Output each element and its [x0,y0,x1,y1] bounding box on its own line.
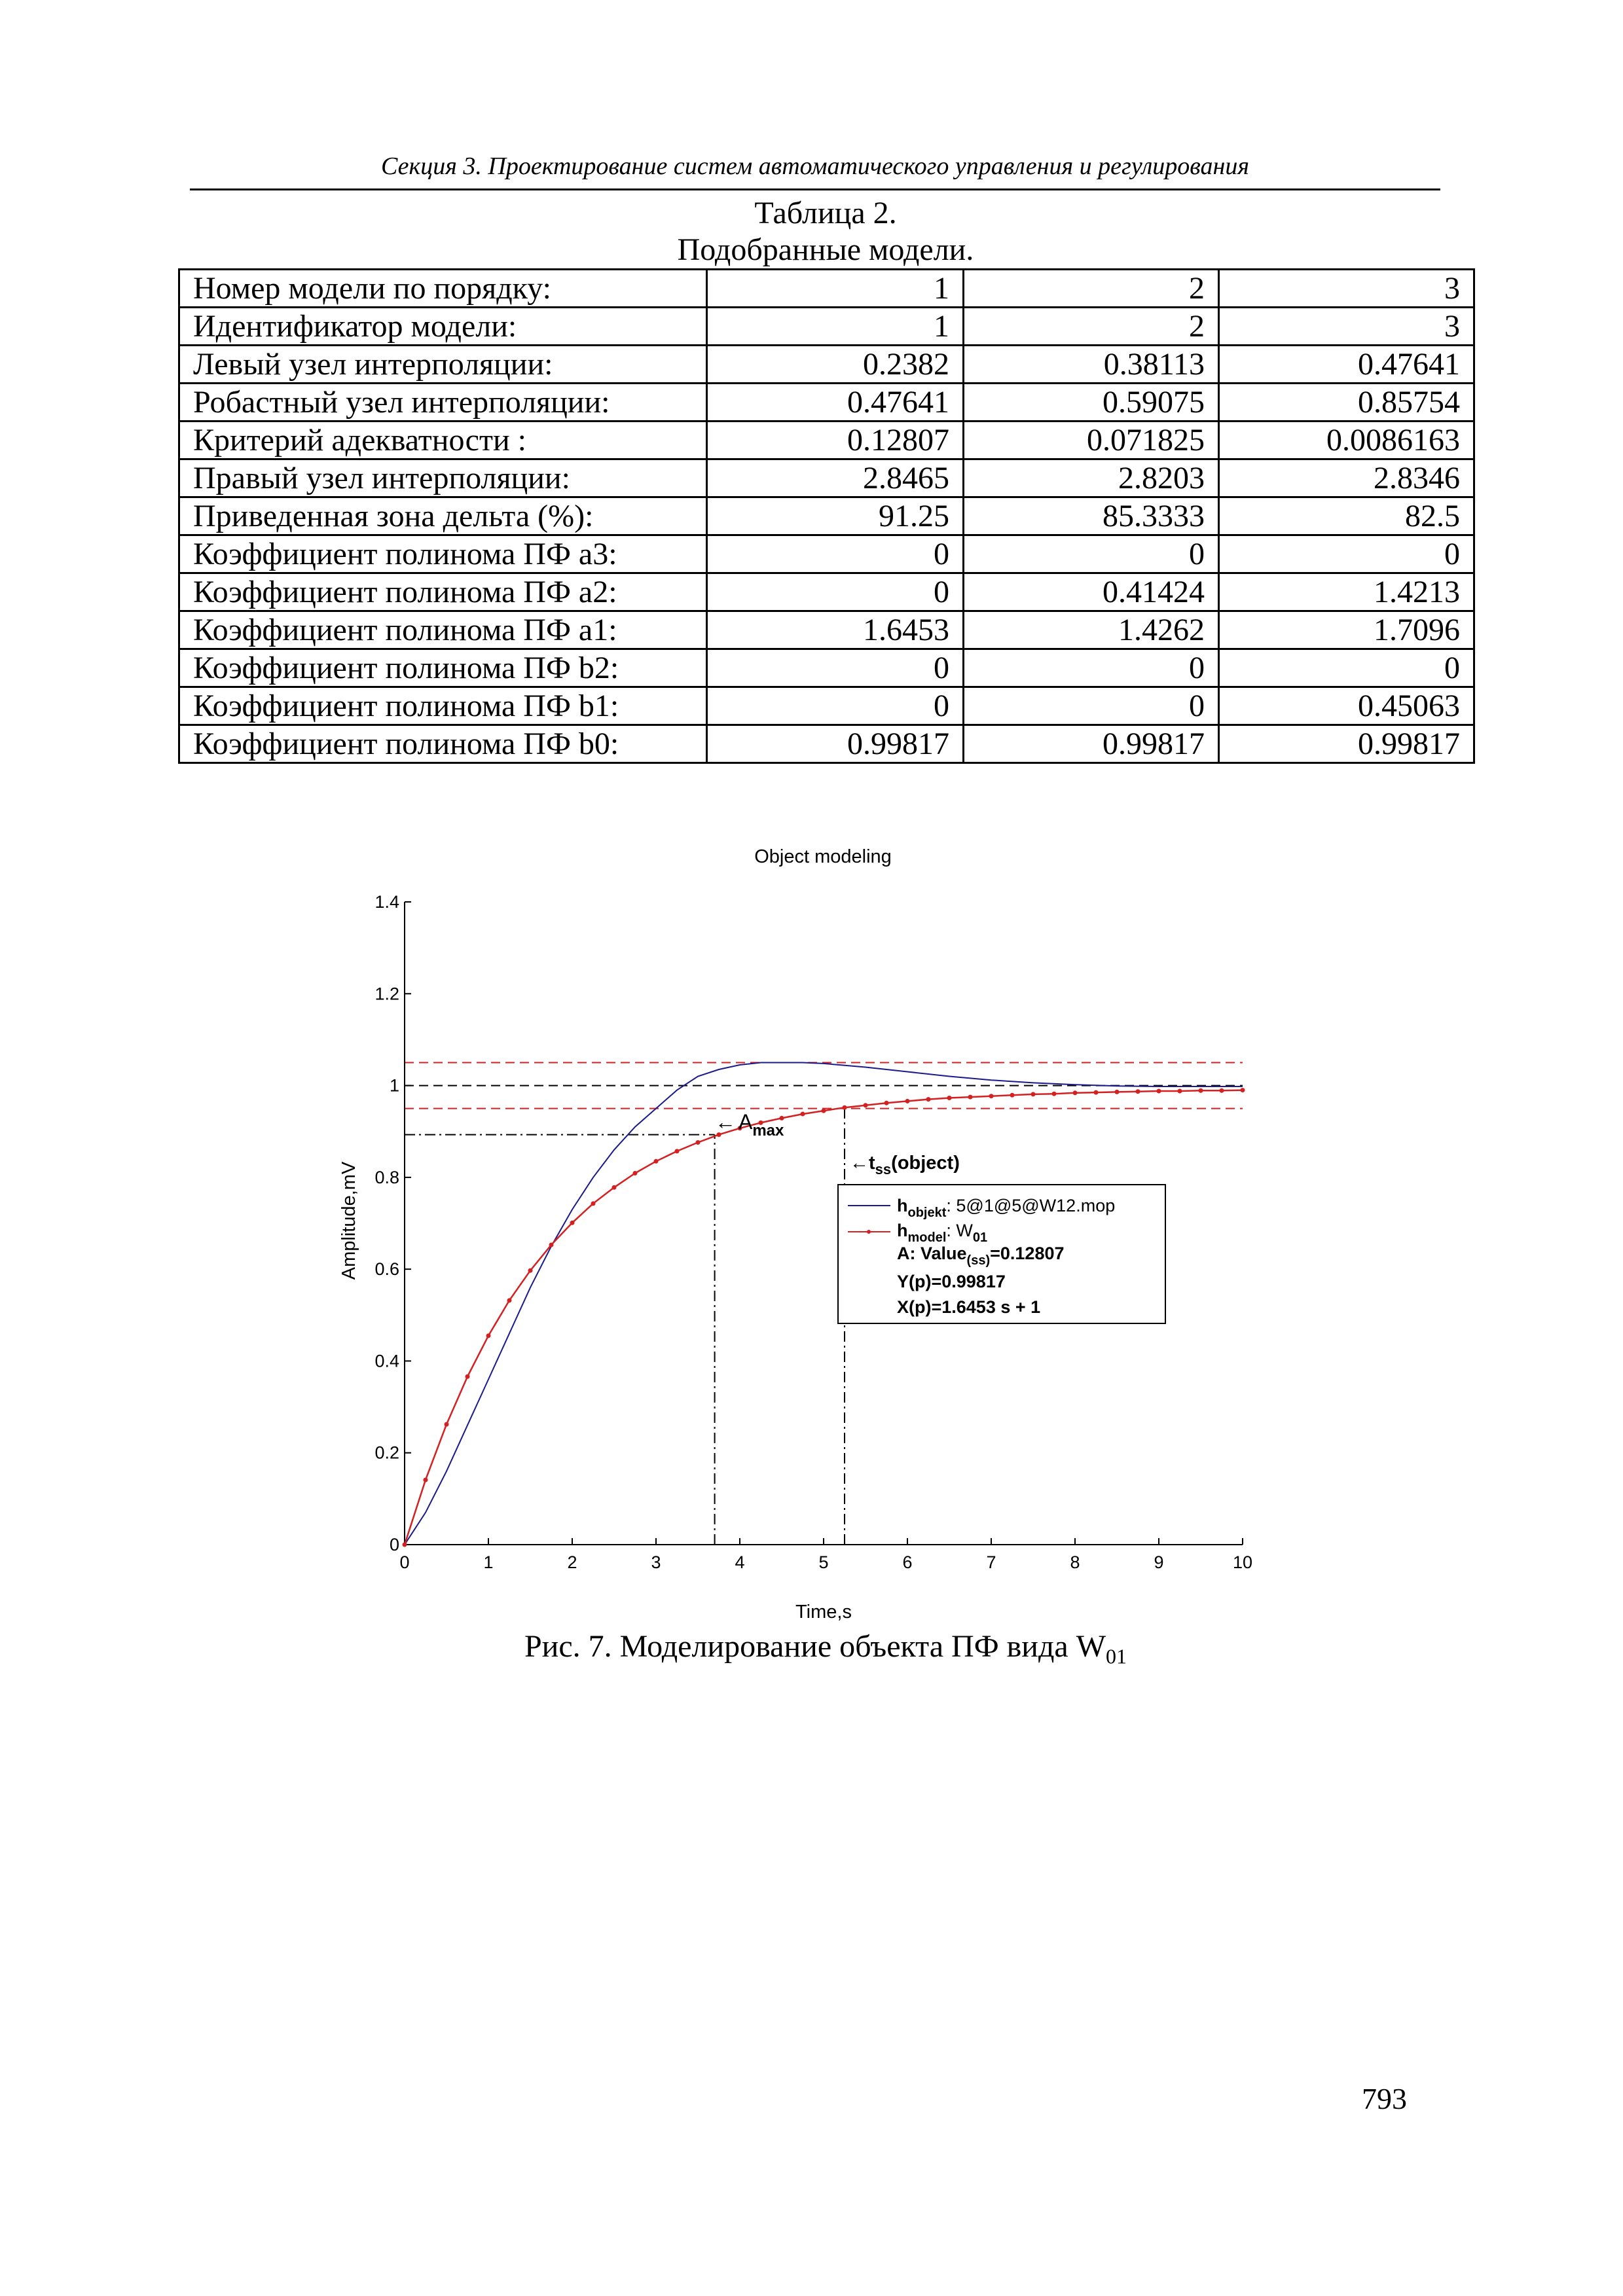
model-data-point [968,1095,973,1100]
model-data-point [1199,1088,1203,1093]
model-data-point [780,1116,784,1121]
cell-model-2: 2.8203 [964,459,1219,497]
model-data-point [1157,1088,1161,1093]
model-data-point [528,1268,533,1273]
model-data-point [1010,1093,1015,1098]
model-data-point [696,1140,701,1145]
y-tick-label: 0.8 [374,1167,399,1187]
legend-model-marker [867,1230,871,1234]
row-label: Робастный узел интерполяции: [179,384,707,422]
x-axis-label: Time,s [795,1602,852,1623]
model-data-point [1052,1092,1057,1096]
table-caption-title: Подобранные модели. [677,232,974,267]
table-row [179,308,1474,346]
model-data-point [424,1478,428,1482]
model-data-point [633,1171,638,1175]
cell-model-2: 1.4262 [964,611,1219,649]
cell-model-2: 0.41424 [964,573,1219,611]
cell-model-2: 0.071825 [964,422,1219,459]
cell-model-1: 0.12807 [707,422,964,459]
tss-annotation: $\leftarrow t_{ss}(object)$ [850,1153,960,1177]
y-axis-label: Amplitude,mV [338,1161,359,1280]
x-tick-label: 7 [986,1552,996,1572]
model-data-point [864,1103,868,1107]
row-label: Коэффициент полинома ПФ a1: [179,611,707,649]
cell-model-3: 1.7096 [1219,611,1474,649]
x-tick-label: 3 [651,1552,661,1572]
model-data-point [947,1096,952,1100]
table-row [179,270,1474,308]
cell-model-2: 0.38113 [964,346,1219,384]
row-label: Правый узел интерполяции: [179,459,707,497]
cell-model-1: 0 [707,687,964,725]
cell-model-1: 91.25 [707,497,964,535]
row-label: Левый узел интерполяции: [179,346,707,384]
model-data-point [507,1298,512,1302]
model-data-point [591,1201,596,1206]
cell-model-2: 2 [964,308,1219,346]
cell-model-1: 1.6453 [707,611,964,649]
cell-model-2: 0 [964,535,1219,573]
x-tick-label: 4 [735,1552,745,1572]
row-label: Коэффициент полинома ПФ a3: [179,535,707,573]
cell-model-1: 0.2382 [707,346,964,384]
y-tick-label: 0 [389,1535,399,1554]
model-data-point [1241,1088,1245,1092]
model-data-point [884,1101,889,1105]
model-data-point [486,1333,491,1338]
chart-title: Object modeling [754,846,892,867]
chart-legend [838,1185,1165,1323]
table-row [179,384,1474,422]
y-tick-label: 1 [389,1075,399,1096]
model-data-point [1073,1090,1078,1095]
row-label: Коэффициент полинома ПФ a2: [179,573,707,611]
legend-yp-line: Y(p)=0.99817 [897,1272,1006,1291]
model-data-point [801,1112,805,1117]
cell-model-3: 0.0086163 [1219,422,1474,459]
cell-model-1: 1 [707,270,964,308]
model-data-point [926,1097,931,1102]
cell-model-3: 1.4213 [1219,573,1474,611]
model-data-point [989,1094,994,1098]
model-data-point [1094,1090,1099,1095]
cell-model-3: 0.45063 [1219,687,1474,725]
cell-model-3: 82.5 [1219,497,1474,535]
model-data-point [822,1109,826,1113]
x-tick-label: 2 [567,1552,577,1572]
model-data-point [1115,1090,1120,1094]
x-tick-label: 0 [399,1552,410,1572]
model-data-point [570,1221,575,1225]
y-tick-label: 1.2 [374,984,399,1004]
model-data-point [1136,1089,1140,1094]
table-caption-number: Таблица 2. [754,196,897,230]
cell-model-3: 0.85754 [1219,384,1474,422]
model-data-point [1220,1088,1224,1093]
cell-model-3: 2.8346 [1219,459,1474,497]
models-table [178,268,1475,764]
cell-model-2: 0 [964,687,1219,725]
cell-model-1: 0.47641 [707,384,964,422]
model-data-point [654,1159,659,1164]
model-data-point [465,1374,470,1379]
row-label: Критерий адекватности : [179,422,707,459]
table-row [179,687,1474,725]
cell-model-3: 3 [1219,270,1474,308]
row-label: Идентификатор модели: [179,308,707,346]
object-modeling-chart [308,831,1290,1636]
cell-model-1: 0 [707,573,964,611]
y-tick-label: 1.4 [374,892,399,912]
amax-annotation: ← $A_{max}$ [715,1110,784,1139]
cell-model-2: 2 [964,270,1219,308]
figure-caption [178,1628,1473,1669]
x-tick-label: 10 [1232,1552,1253,1572]
model-data-point [1178,1088,1182,1093]
page-number: 793 [1362,2082,1407,2115]
model-data-point [675,1149,680,1153]
header-rule [190,188,1440,190]
table-row [179,611,1474,649]
cell-model-3: 0.99817 [1219,725,1474,763]
legend-value-line: A: Value$_{(ss)}$=0.12807 [897,1244,1065,1268]
table-row [179,535,1474,573]
figure-caption-subscript: 01 [1106,1644,1127,1668]
cell-model-3: 0 [1219,649,1474,687]
x-tick-label: 6 [902,1552,913,1572]
cell-model-1: 2.8465 [707,459,964,497]
table-row [179,346,1474,384]
y-tick-label: 0.4 [374,1351,399,1371]
model-data-point [403,1543,407,1547]
x-tick-label: 9 [1154,1552,1164,1572]
y-tick-label: 0.6 [374,1259,399,1280]
model-data-point [843,1105,847,1110]
figure-caption-text: Рис. 7. Моделирование объекта ПФ вида W [524,1629,1106,1664]
x-tick-label: 5 [818,1552,829,1572]
cell-model-2: 0.59075 [964,384,1219,422]
running-head: Секция 3. Проектирование систем автоматического управления и регулирования [380,152,1250,180]
cell-model-2: 0 [964,649,1219,687]
legend-xp-line: X(p)=1.6453 s + 1 [897,1297,1041,1317]
row-label: Приведенная зона дельта (%): [179,497,707,535]
x-tick-label: 1 [483,1552,494,1572]
row-label: Коэффициент полинома ПФ b2: [179,649,707,687]
table-row [179,725,1474,763]
model-data-point [612,1185,617,1190]
table-row [179,573,1474,611]
cell-model-1: 1 [707,308,964,346]
y-tick-label: 0.2 [374,1443,399,1463]
table-row [179,422,1474,459]
row-label: Коэффициент полинома ПФ b1: [179,687,707,725]
cell-model-3: 0.47641 [1219,346,1474,384]
model-data-point [1031,1092,1036,1096]
cell-model-2: 0.99817 [964,725,1219,763]
cell-model-1: 0 [707,535,964,573]
model-data-point [549,1242,554,1247]
cell-model-3: 3 [1219,308,1474,346]
row-label: Коэффициент полинома ПФ b0: [179,725,707,763]
row-label: Номер модели по порядку: [179,270,707,308]
cell-model-1: 0.99817 [707,725,964,763]
cell-model-3: 0 [1219,535,1474,573]
legend-model-label: $h_{model}$: $W_{01}$ [897,1221,988,1245]
cell-model-1: 0 [707,649,964,687]
table-row [179,649,1474,687]
table-row [179,497,1474,535]
model-data-point [445,1422,449,1427]
cell-model-2: 85.3333 [964,497,1219,535]
table-row [179,459,1474,497]
x-tick-label: 8 [1070,1552,1080,1572]
model-data-point [905,1099,910,1103]
legend-object-label: $h_{objekt}$: 5@1@5@W12.mop [897,1196,1116,1220]
